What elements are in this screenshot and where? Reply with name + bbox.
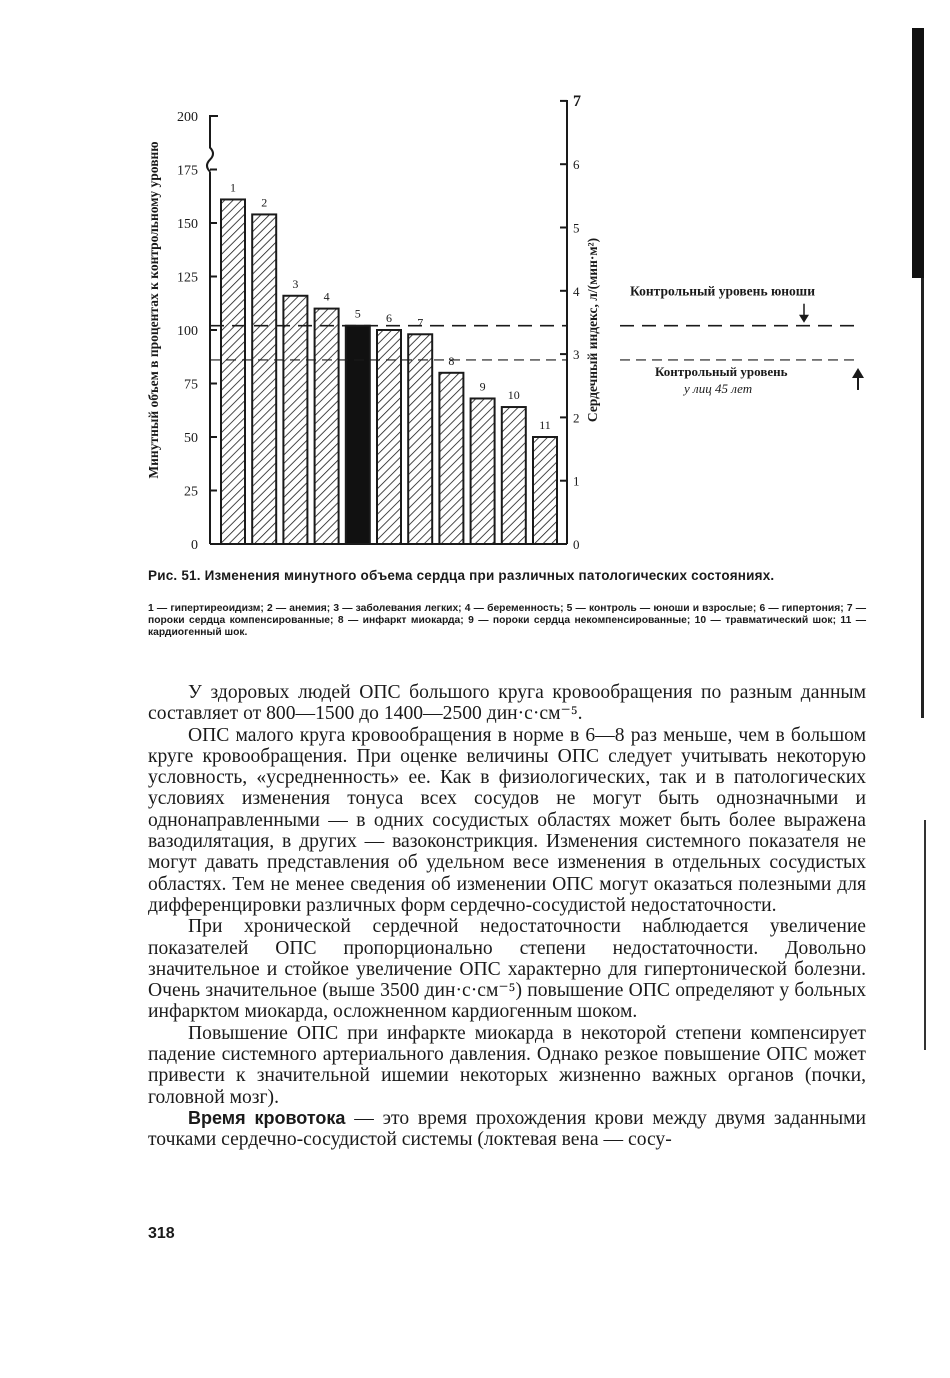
- term-blood-flow-time: Время кровотока: [188, 1107, 346, 1128]
- reference-label-youth: Контрольный уровень юноши: [630, 283, 815, 299]
- left-tick-label: 0: [191, 538, 198, 553]
- scan-edge-line: [921, 278, 924, 718]
- left-tick-label: 50: [184, 431, 198, 446]
- bar-11: [533, 437, 557, 544]
- paragraph-1: У здоровых людей ОПС большого круга кровообращения по разным данным составляет от 800—1500 до 1400—2500 дин·с·см⁻⁵.: [148, 682, 866, 725]
- bar-label-4: 4: [323, 289, 330, 304]
- right-tick-label: 6: [573, 157, 580, 173]
- bar-label-10: 10: [507, 388, 520, 403]
- figure-legend: 1 — гипертиреоидизм; 2 — анемия; 3 — заболевания легких; 4 — беременность; 5 — контроль — юноши и взрослые; 6 — гипертония; 7 — пороки сердца компенсированные; 8 — инфаркт миокарда; 9 — пороки сердца некомпенсированные; 10 — травматический шок; 11 — кардиогенный шок.: [148, 603, 866, 638]
- paragraph-4: Повышение ОПС при инфаркте миокарда в некоторой степени компенсирует падение системного артериального давления. Однако резкое повышение ОПС может привести к значительной ишемии некоторых жизненно важных органов (почки, головной мозг).: [148, 1022, 866, 1108]
- body-text: [148, 682, 866, 1151]
- reference-label-age45-line2: у лиц 45 лет: [684, 380, 753, 396]
- left-tick-label: 150: [177, 217, 198, 232]
- bar-9: [471, 398, 495, 544]
- bar-10: [502, 407, 526, 544]
- right-tick-label: 0: [573, 537, 580, 552]
- paragraph-2: ОПС малого круга кровообращения в норме в 6—8 раз меньше, чем в большом круге кровообращения. При оценке величины ОПС следует учитывать некоторую условность, «усредненность» ее. Как в физиологических, так и в патологических условиях изменения тонуса всех сосудов не могут быть однозначными и однонаправленными — в одних сосудистых областях может быть более выражена вазодилятация, в других — вазоконстрикция. Изменения системного показателя не могут давать представления об удельном весе изменения в отдельных сосудистых областях. Тем не менее сведения об изменении ОПС могут оказаться полезными для дифференцировки различных форм сердечно-сосудистой недостаточности.: [148, 724, 866, 916]
- bar-label-6: 6: [386, 311, 392, 325]
- right-tick-label: 1: [573, 473, 580, 489]
- paragraph-3: При хронической сердечной недостаточности наблюдается увеличение показателей ОПС пропорционально степени недостаточности. Довольно значительное и стойкое увеличение ОПС характерно для гипертонической болезни. Очень значительное (выше 3500 дин·с·см⁻⁵) повышение ОПС определяют у больных инфарктом миокарда, осложненном кардиогенным шоком.: [148, 916, 866, 1023]
- bar-4: [315, 309, 339, 544]
- bar-label-1: 1: [230, 180, 236, 195]
- bar-label-2: 2: [261, 195, 268, 210]
- caption-label: Рис. 51.: [148, 568, 201, 583]
- scan-edge-mark: [912, 28, 924, 278]
- left-tick-label: 75: [184, 377, 198, 393]
- left-tick-label: 100: [177, 324, 198, 339]
- bar-chart: [0, 0, 950, 565]
- up-arrow-head-icon: [852, 368, 864, 378]
- caption-text: Изменения минутного объема сердца при различных патологических состояниях.: [204, 568, 775, 583]
- right-tick-label: 2: [573, 410, 580, 426]
- bar-6: [377, 330, 401, 544]
- bar-label-3: 3: [292, 276, 299, 291]
- right-tick-label: 7: [573, 92, 581, 110]
- right-tick-label: 5: [573, 220, 580, 236]
- bar-label-8: 8: [448, 353, 455, 368]
- scan-edge-line-lower: [924, 820, 926, 1050]
- bar-3: [283, 296, 307, 544]
- page-number: 318: [148, 1225, 175, 1242]
- left-tick-label: 175: [177, 163, 198, 179]
- right-axis-title: Сердечный индекс, л/(мин·м²): [585, 237, 600, 423]
- bar-2: [252, 214, 276, 544]
- bar-8: [439, 373, 463, 544]
- bar-label-9: 9: [479, 379, 486, 394]
- right-tick-label: 4: [573, 283, 580, 299]
- paragraph-5: [148, 1108, 866, 1151]
- bar-1: [221, 199, 245, 544]
- right-tick-label: 3: [573, 347, 580, 363]
- paragraph-5-text: — это время прохождения крови между двумя заданными точками сердечно-сосудистой системы (локтевая вена — сосу-: [148, 1107, 866, 1151]
- bar-5: [346, 326, 370, 544]
- left-axis-title: Минутный объем в процентах к контрольному уровню: [146, 141, 161, 479]
- bar-7: [408, 334, 432, 544]
- left-tick-label: 200: [177, 110, 198, 125]
- left-tick-label: 125: [177, 270, 198, 286]
- left-axis-break: [207, 116, 218, 172]
- figure-caption: [148, 567, 866, 584]
- bar-label-7: 7: [417, 315, 424, 330]
- reference-label-age45-line1: Контрольный уровень: [655, 363, 788, 379]
- bar-label-11: 11: [539, 418, 551, 432]
- down-arrow-head-icon: [799, 315, 809, 323]
- left-tick-label: 25: [184, 484, 198, 500]
- bar-label-5: 5: [354, 306, 361, 321]
